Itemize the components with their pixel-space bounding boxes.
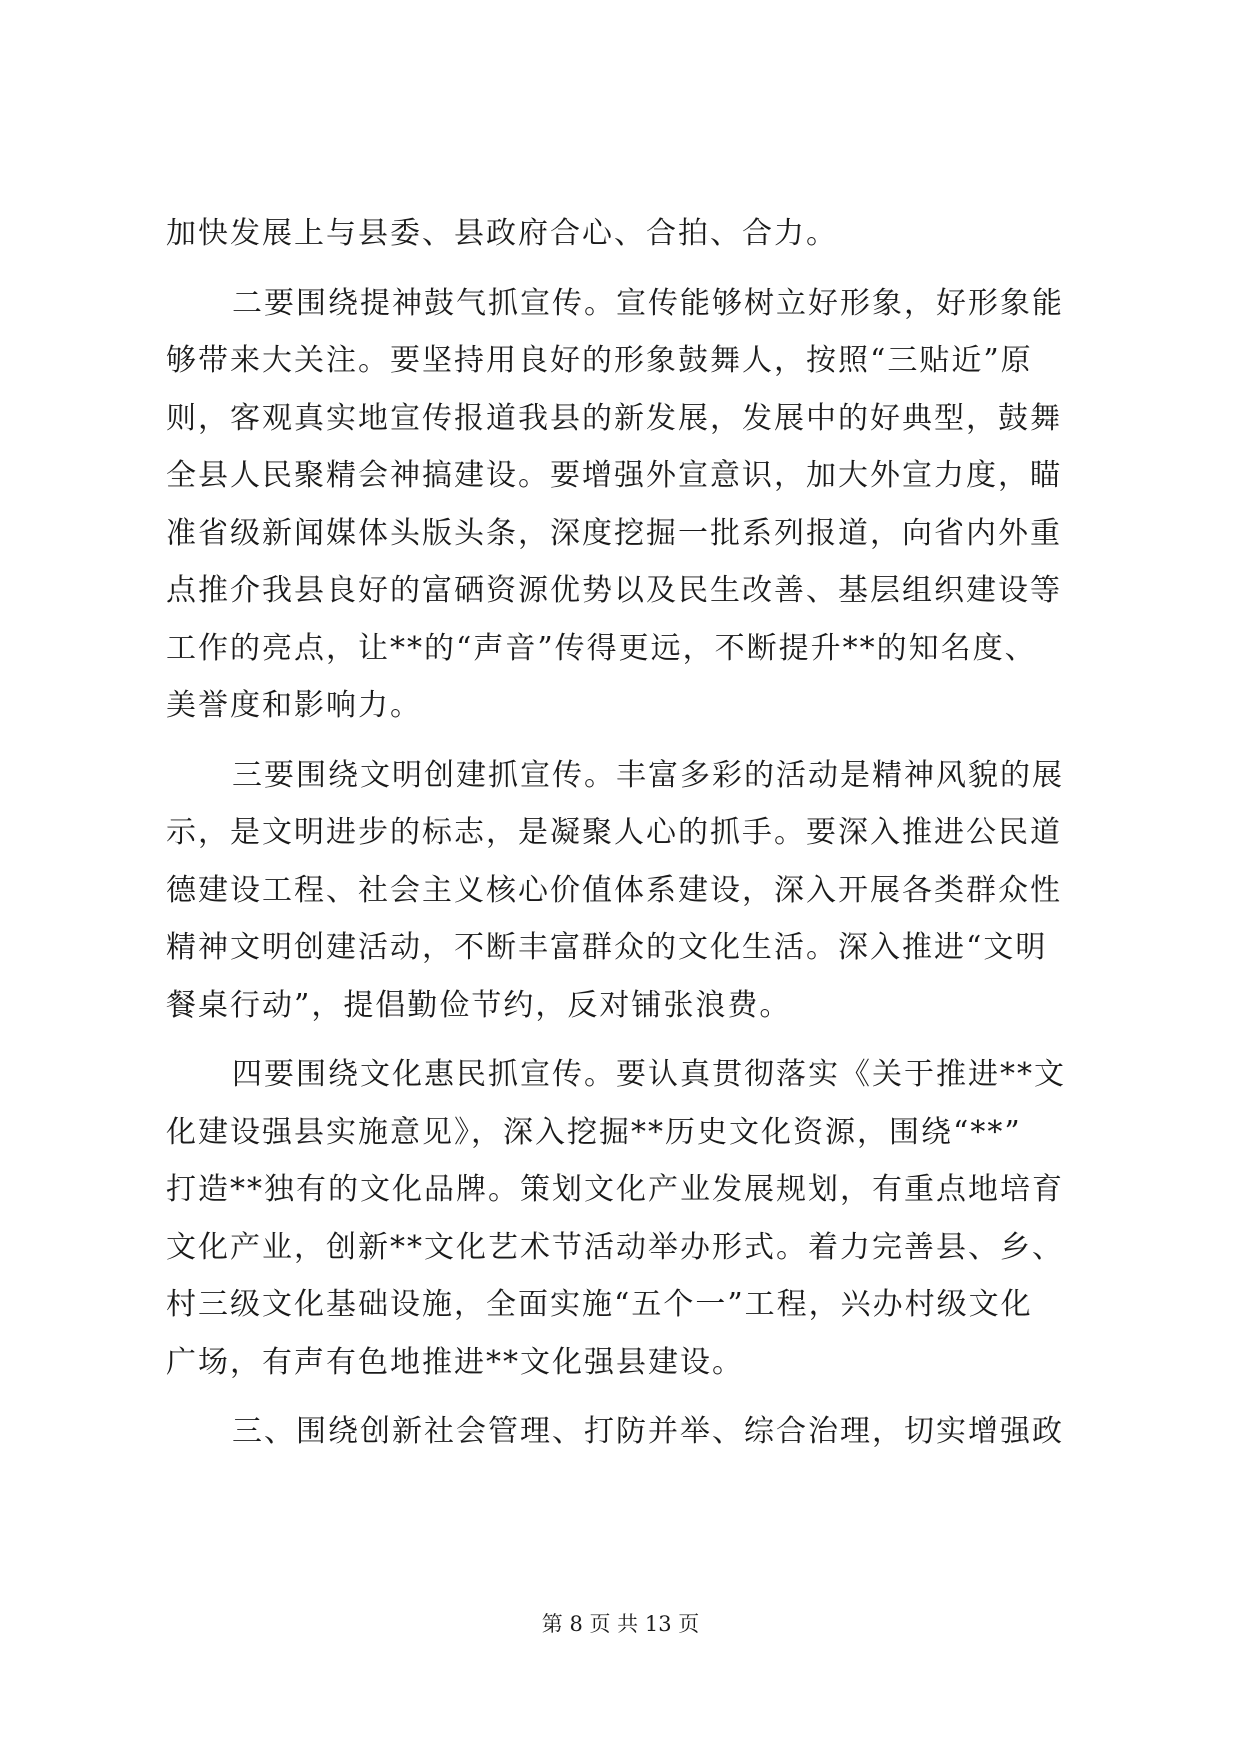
- page-footer: 第 8 页 共 13 页: [541, 1612, 700, 1636]
- text-line: 工作的亮点，让**的“声音”传得更远，不断提升**的知名度、: [166, 630, 1037, 666]
- text-line: 广场，有声有色地推进**文化强县建设。: [166, 1344, 744, 1380]
- text-line: 德建设工程、社会主义核心价值体系建设，深入开展各类群众性: [166, 872, 1062, 908]
- text-line: 三要围绕文明创建抓宣传。丰富多彩的活动是精神风貌的展: [232, 757, 1064, 793]
- text-line: 化建设强县实施意见》，深入挖掘**历史文化资源，围绕“**”: [166, 1114, 1022, 1150]
- text-line: 美誉度和影响力。: [166, 688, 422, 723]
- text-line: 示，是文明进步的标志，是凝聚人心的抓手。要深入推进公民道: [166, 815, 1062, 850]
- text-line: 点推介我县良好的富硒资源优势以及民生改善、基层组织建设等: [166, 573, 1062, 608]
- text-line: 四要围绕文化惠民抓宣传。要认真贯彻落实《关于推进**文: [232, 1057, 1066, 1092]
- text-line: 则，客观真实地宣传报道我县的新发展，发展中的好典型，鼓舞: [166, 400, 1062, 436]
- text-line: 文化产业，创新**文化艺术节活动举办形式。着力完善县、乡、: [166, 1229, 1064, 1265]
- text-line: 三、围绕创新社会管理、打防并举、综合治理，切实增强政: [232, 1414, 1064, 1449]
- document-body: [166, 205, 1086, 1461]
- text-line: 村三级文化基础设施，全面实施“五个一”工程，兴办村级文化: [166, 1287, 1033, 1322]
- text-line: 餐桌行动”，提倡勤俭节约，反对铺张浪费。: [166, 987, 792, 1023]
- text-line: 打造**独有的文化品牌。策划文化产业发展规划，有重点地培育: [166, 1172, 1064, 1207]
- text-line: 精神文明创建活动，不断丰富群众的文化生活。深入推进“文明: [166, 930, 1048, 965]
- text-line: 准省级新闻媒体头版头条，深度挖掘一批系列报道，向省内外重: [166, 515, 1062, 551]
- text-line: 全县人民聚精会神搞建设。要增强外宣意识，加大外宣力度，瞄: [166, 458, 1062, 493]
- text-line: 二要围绕提神鼓气抓宣传。宣传能够树立好形象，好形象能: [232, 285, 1064, 321]
- text-line: 加快发展上与县委、县政府合心、合拍、合力。: [166, 216, 838, 251]
- text-line: 够带来大关注。要坚持用良好的形象鼓舞人，按照“三贴近”原: [166, 343, 1033, 378]
